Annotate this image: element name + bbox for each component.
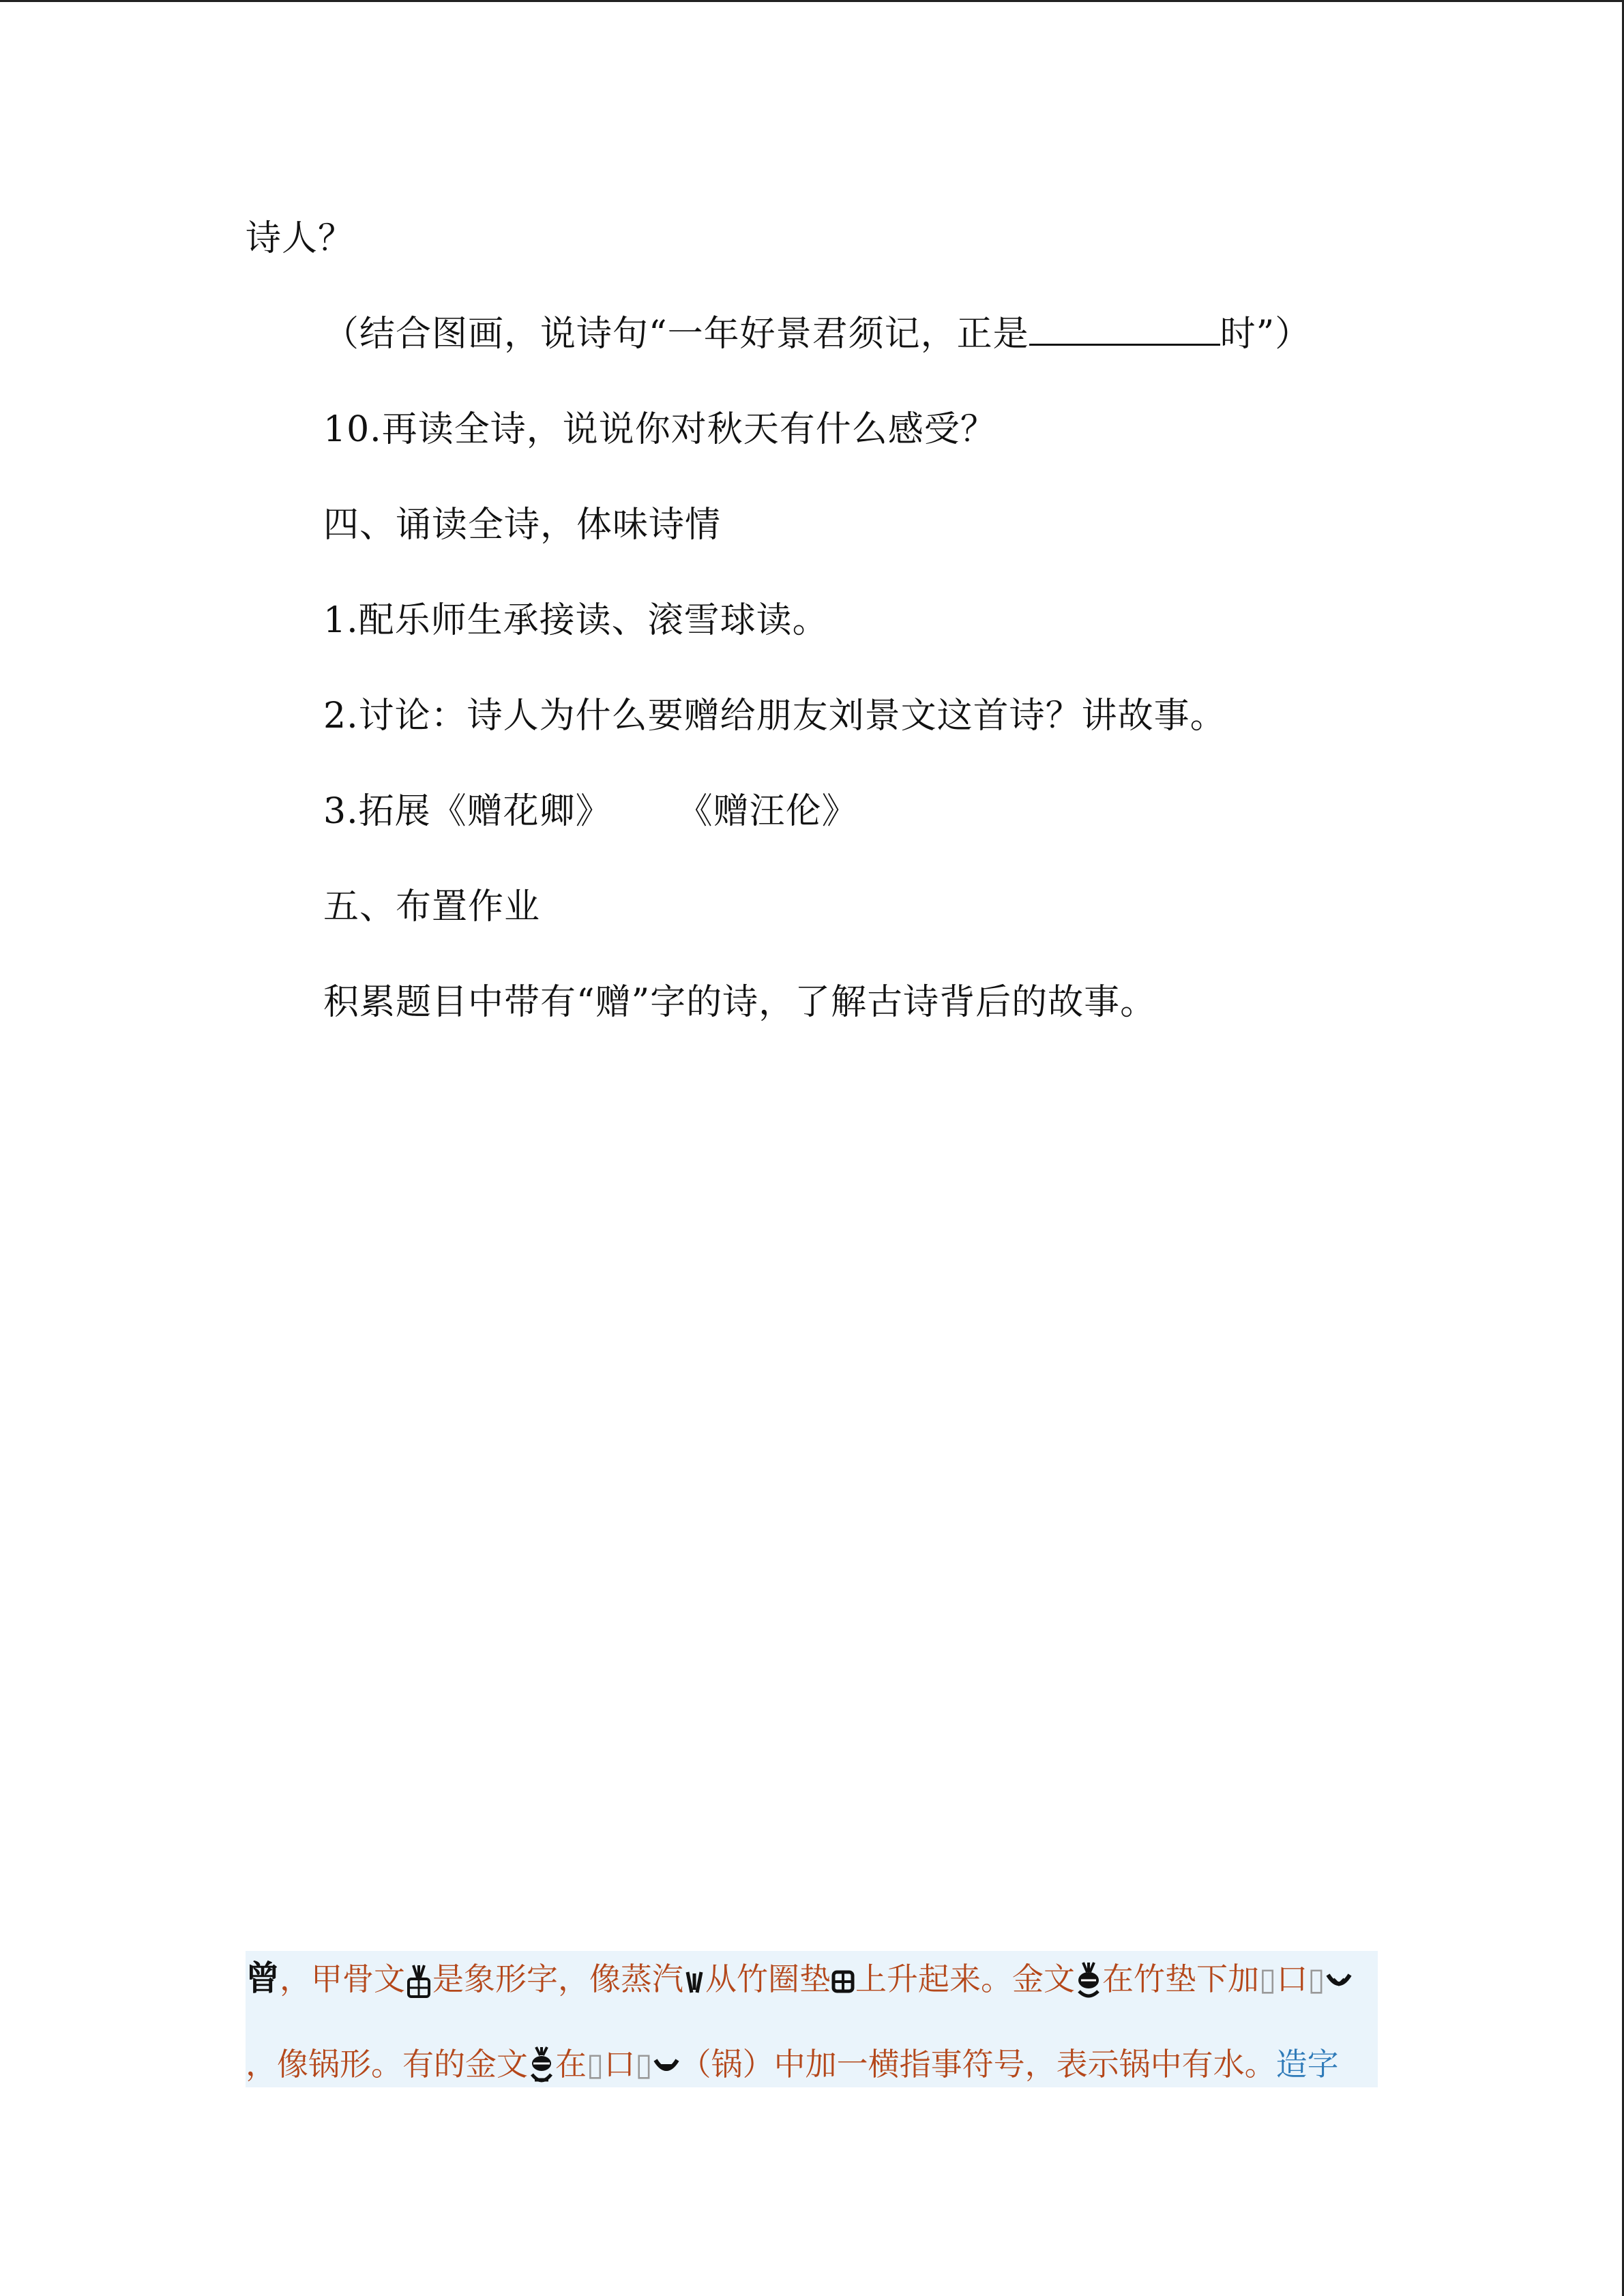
text-segment: 时”） [1220, 314, 1312, 355]
text-segment: 口 [604, 2046, 636, 2083]
etymology-line-2 [246, 2042, 1339, 2088]
etymology-line-1 [246, 1956, 1353, 2002]
section-heading: 四、诵读全诗，体味诗情 [323, 505, 722, 546]
text-segment: （锅）中加一横指事符号，表示锅中有水。 [679, 2046, 1276, 2083]
pot-glyph-icon [653, 2055, 680, 2079]
text-line: 1.配乐师生承接读、滚雪球读。 [323, 600, 829, 641]
etymology-head-char: 曾 [246, 1958, 280, 1998]
text-segment: 上升起来。金文 [855, 1960, 1075, 1997]
pot-glyph-icon [1325, 1969, 1353, 1994]
text-segment: 3.拓展《赠花卿》 [323, 791, 612, 832]
text-segment: 从竹圈垫 [705, 1960, 831, 1997]
placeholder-box-icon: ▯ [635, 2046, 653, 2083]
steam-glyph-icon [683, 1967, 705, 1997]
blank-underline [1029, 311, 1220, 346]
text-segment: ，像锅形。有的金文 [246, 2046, 528, 2083]
text-line-fill-blank [323, 310, 1311, 358]
text-line: 10.再读全诗，说说你对秋天有什么感受？ [323, 409, 996, 450]
text-segment: ，甲骨文 [280, 1960, 405, 1997]
section-heading: 五、布置作业 [323, 886, 541, 927]
text-segment: 在竹垫下加 [1102, 1960, 1259, 1997]
text-segment: 是象形字，像蒸汽 [432, 1960, 683, 1997]
text-segment: 口 [1276, 1960, 1308, 1997]
text-segment: （结合图画，说诗句“一年好景君须记，正是 [323, 314, 1029, 355]
text-line [323, 788, 858, 835]
placeholder-box-icon: ▯ [1308, 1960, 1325, 1997]
placeholder-box-icon: ▯ [1259, 1960, 1277, 1997]
bronze-script-glyph-icon [1075, 1961, 1102, 2002]
text-segment: 《赠汪伦》 [677, 791, 858, 832]
bronze-script-variant-glyph-icon [528, 2046, 555, 2088]
placeholder-box-icon: ▯ [587, 2046, 604, 2083]
text-line: 诗人？ [246, 218, 355, 259]
text-segment: 在 [555, 2046, 587, 2083]
zaozi-link[interactable]: 造字 [1275, 2046, 1339, 2083]
bamboo-mat-glyph-icon [831, 1968, 855, 1995]
text-line: 积累题目中带有“赠”字的诗，了解古诗背后的故事。 [323, 982, 1157, 1023]
oracle-bone-glyph-icon [405, 1963, 432, 2001]
text-line: 2.讨论：诗人为什么要赠给朋友刘景文这首诗？讲故事。 [323, 696, 1226, 736]
